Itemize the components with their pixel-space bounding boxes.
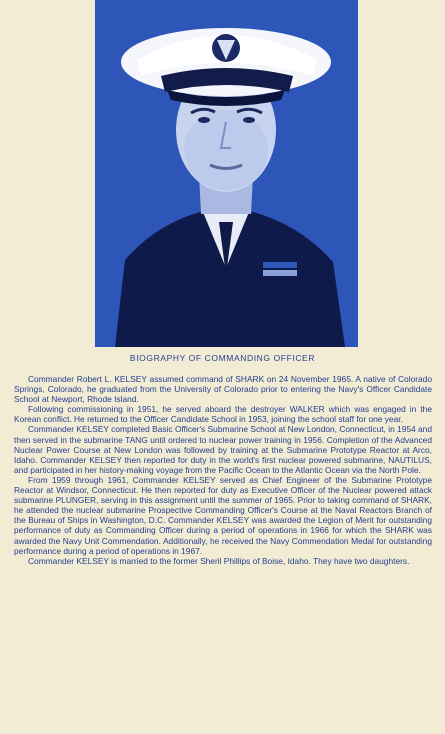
bio-paragraph: From 1959 through 1961, Commander KELSEY served as Chief Engineer of the Submarine Prototype Reactor at Windsor, Connecticut. He then reported for duty as Executive Officer of the Nuclear powered attack submarine PLUNGER, serving in this assignment until the summer of 1965. Prior to taking command of SHARK, he attended the nuclear submarine Prospective Commanding Officer's Course at the Naval Reactors Branch of the Bureau of Ships in Washington, D.C. Commander KELSEY was awarded the Legion of Merit for outstanding performance of duty as Commanding Officer during a period of operations in 1966 for which the SHARK was awarded the Navy Unit Commendation. Additionally, he received the Navy Commendation Medal for outstanding performance during a period of operations in 1967. xyxy=(14,474,432,556)
bio-paragraph: Following commissioning in 1951, he served aboard the destroyer WALKER which was engaged in the Korean conflict. He returned to the Officer Candidate School in 1953, joining the school staff for one year. xyxy=(14,404,432,425)
portrait-image xyxy=(95,0,358,347)
biography-heading: BIOGRAPHY OF COMMANDING OFFICER xyxy=(129,353,316,363)
biography-text xyxy=(14,374,432,566)
bio-paragraph: Commander KELSEY completed Basic Officer's Submarine School at New London, Connecticut, in 1954 and then served in the submarine TANG until ordered to nuclear power training in 1956. Completion of the Advanced Nuclear Power Course at New London was followed by training at the Submarine Prototype Reactor at Arco, Idaho. Commander KELSEY then reported for duty in the world's first nuclear powered submarine, NAUTILUS, and participated in her history-making voyage from the Pacific Ocean to the Atlantic Ocean via the North Pole. xyxy=(14,424,432,475)
bio-paragraph: Commander Robert L. KELSEY assumed command of SHARK on 24 November 1965. A native of Colorado Springs, Colorado, he graduated from the University of Colorado prior to entering the Navy's Officer Candidate School at Newport, Rhode Island. xyxy=(14,374,432,405)
commanding-officer-portrait xyxy=(95,0,358,347)
bio-paragraph: Commander KELSEY is married to the former Sheril Phillips of Boise, Idaho. They have two daughters. xyxy=(28,555,410,566)
